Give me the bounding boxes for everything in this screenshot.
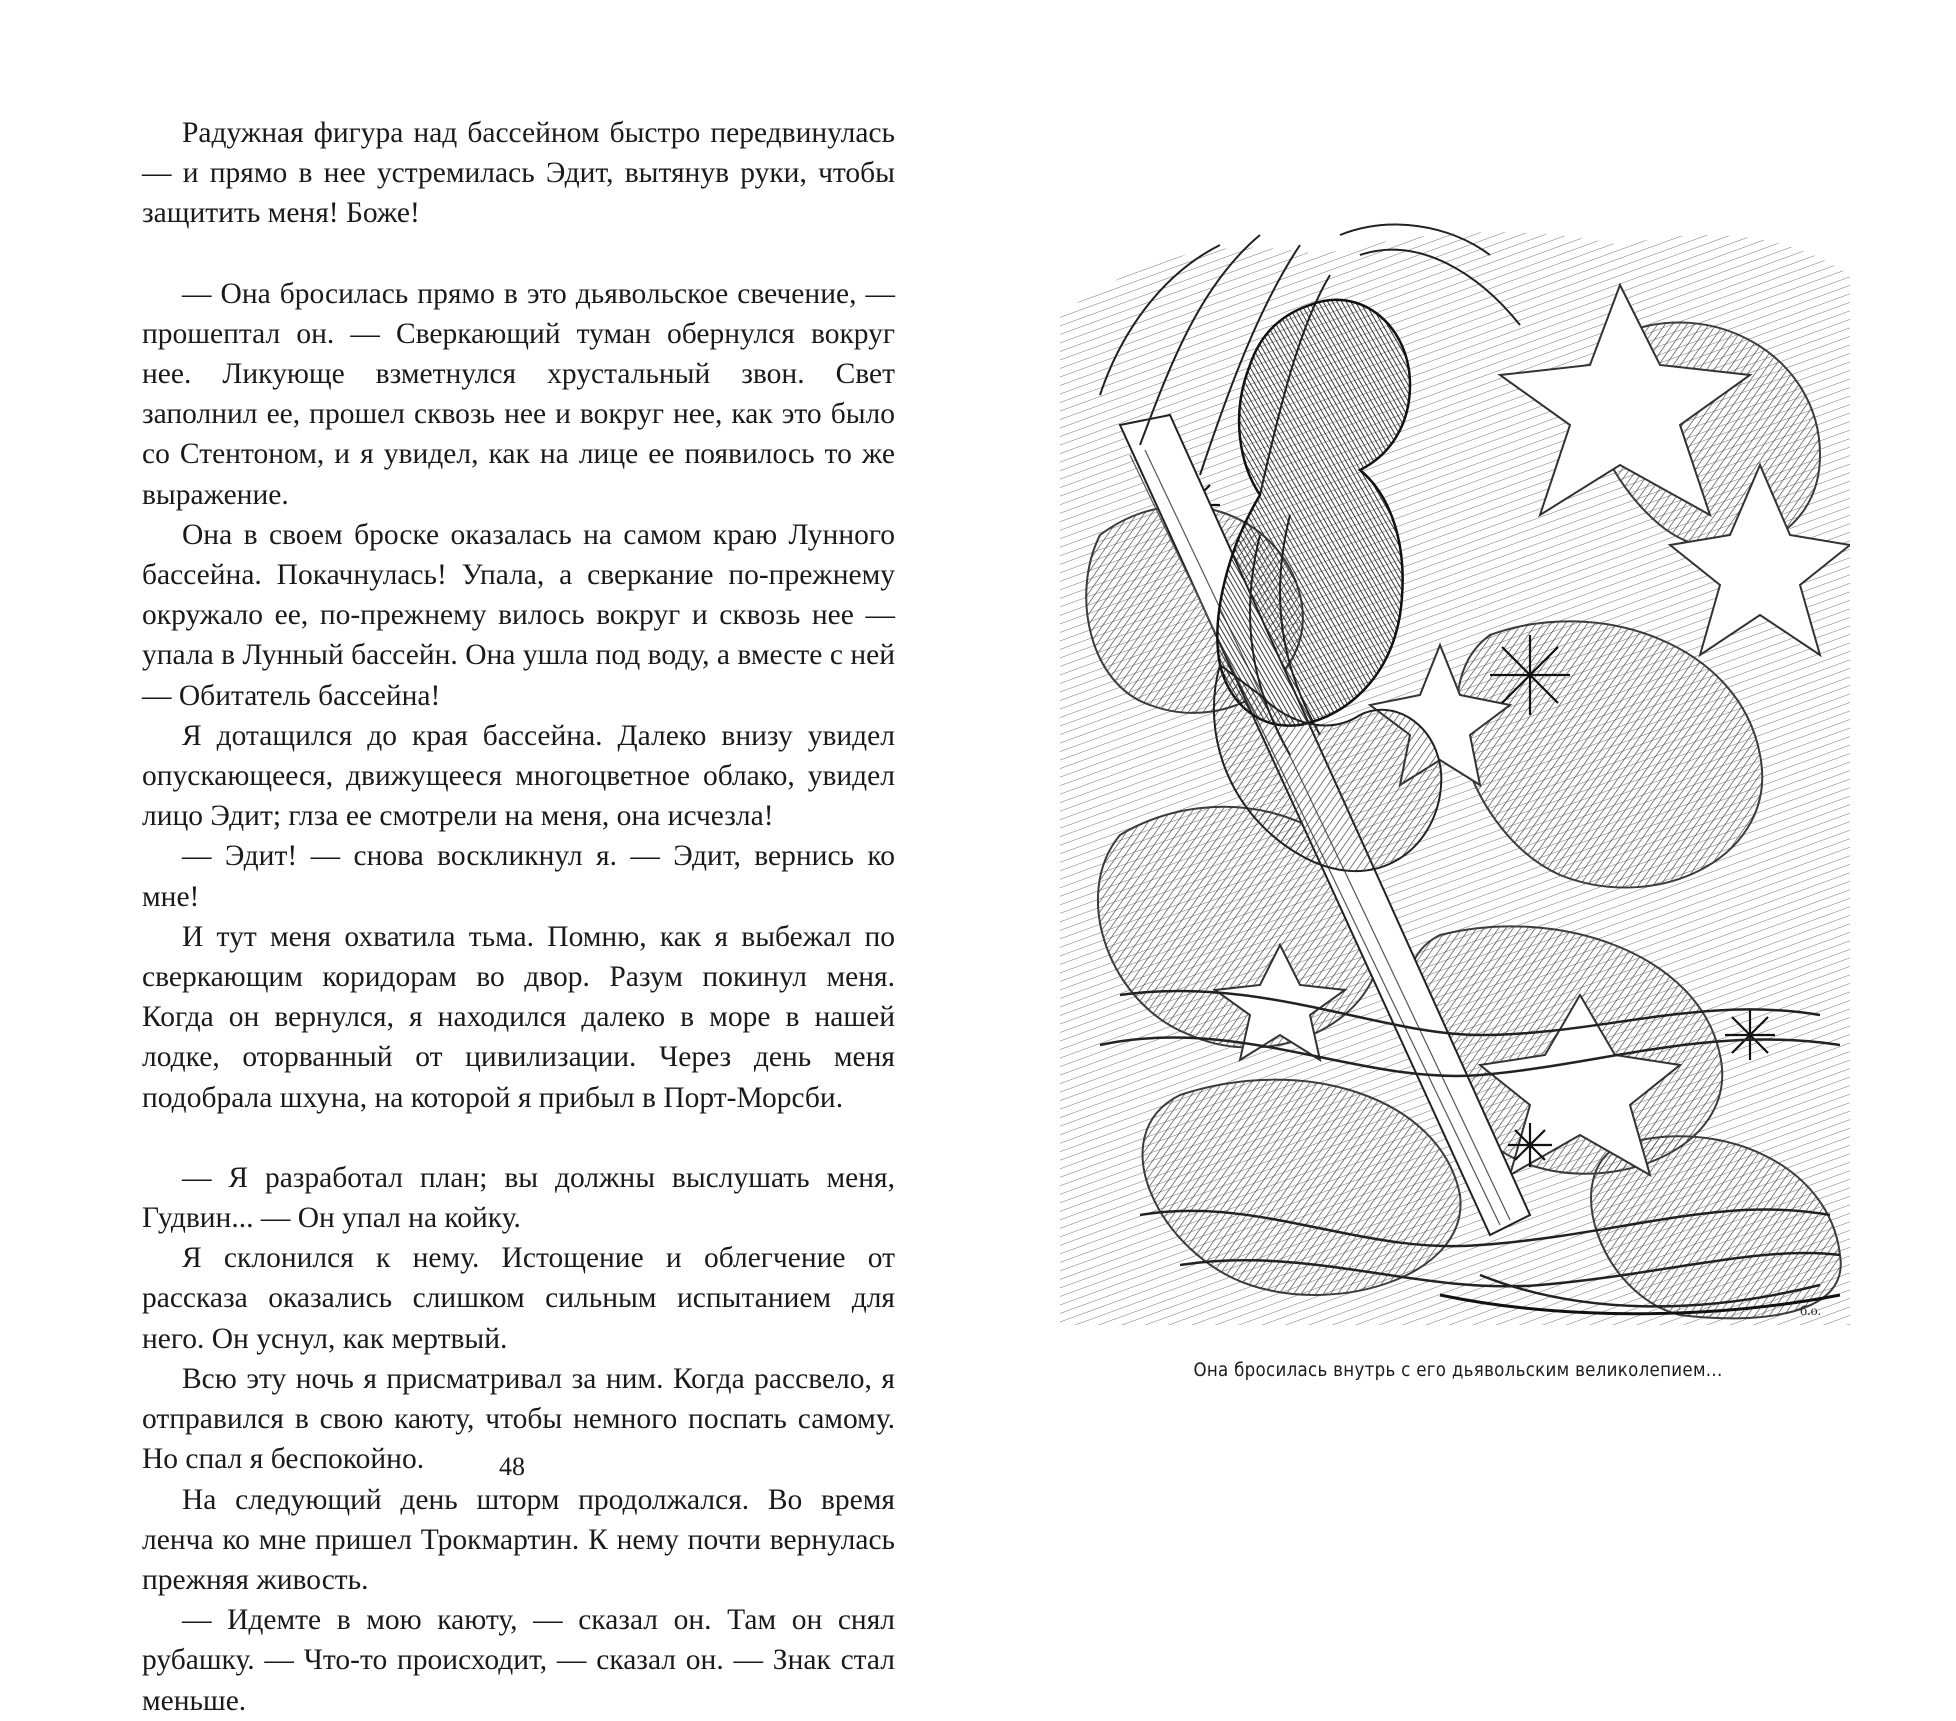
left-page: [0, 0, 978, 1717]
paragraph: — Она бросилась прямо в это дьявольское свечение, — прошептал он. — Сверкающий туман обернулся вокруг нее. Ликующе взметнулся хрустальный звон. Свет заполнил ее, прошел сквозь нее и вокруг нее, как это было со Стентоном, и я увидел, как на лице ее появилось то же выражение.: [142, 277, 895, 511]
paragraph: На следующий день шторм продолжался. Во время ленча ко мне пришел Трокмартин. К нему почти вернулась прежняя живость.: [142, 1483, 895, 1596]
paragraph: Я дотащился до края бассейна. Далеко внизу увидел опускающееся, движущееся многоцветное облако, увидел лицо Эдит; глза ее смотрели на меня, она исчезла!: [142, 719, 895, 833]
paragraph: И тут меня охватила тьма. Помню, как я выбежал по сверкающим коридорам во двор. Разум покинул меня. Когда он вернулся, я находился далеко в море в нашей лодке, оторванный от цивилизации. Через день меня подобрала шхуна, на которой я прибыл в Порт-Морсби.: [142, 920, 895, 1114]
illustration-caption: Она бросилась внутрь с его дьявольским великолепием...: [1193, 1360, 1723, 1381]
paragraph: Я склонился к нему. Истощение и облегчение от рассказа оказались слишком сильным испытанием для него. Он уснул, как мертвый.: [142, 1242, 895, 1355]
illustration-signature: б.о.: [1800, 1304, 1822, 1319]
paragraph: Всю эту ночь я присматривал за ним. Когда рассвело, я отправился в свою каюту, чтобы немного поспать самому. Но спал я беспокойно.: [142, 1362, 895, 1476]
illustration: [1060, 215, 1850, 1325]
paragraph: — Я разработал план; вы должны выслушать меня, Гудвин... — Он упал на койку.: [142, 1161, 895, 1235]
page-number: 48: [499, 1452, 525, 1481]
right-page: [978, 0, 1956, 1570]
paragraph: — Идемте в мою каюту, — сказал он. Там он снял рубашку. — Что-то происходит, — сказал он. — Знак стал меньше.: [142, 1604, 895, 1717]
paragraph: Радужная фигура над бассейном быстро передвинулась — и прямо в нее устремилась Эдит, вытянув руки, чтобы защитить меня! Боже!: [142, 117, 895, 230]
paragraph: Она в своем броске оказалась на самом краю Лунного бассейна. Покачнулась! Упала, а сверкание по-прежнему окружало ее, по-прежнему вилось вокруг и сквозь нее — упала в Лунный бассейн. Она ушла под воду, а вместе с ней — Обитатель бассейна!: [142, 518, 895, 712]
paragraph: — Эдит! — снова воскликнул я. — Эдит, вернись ко мне!: [142, 840, 895, 913]
engraving-illustration: [1060, 215, 1850, 1325]
